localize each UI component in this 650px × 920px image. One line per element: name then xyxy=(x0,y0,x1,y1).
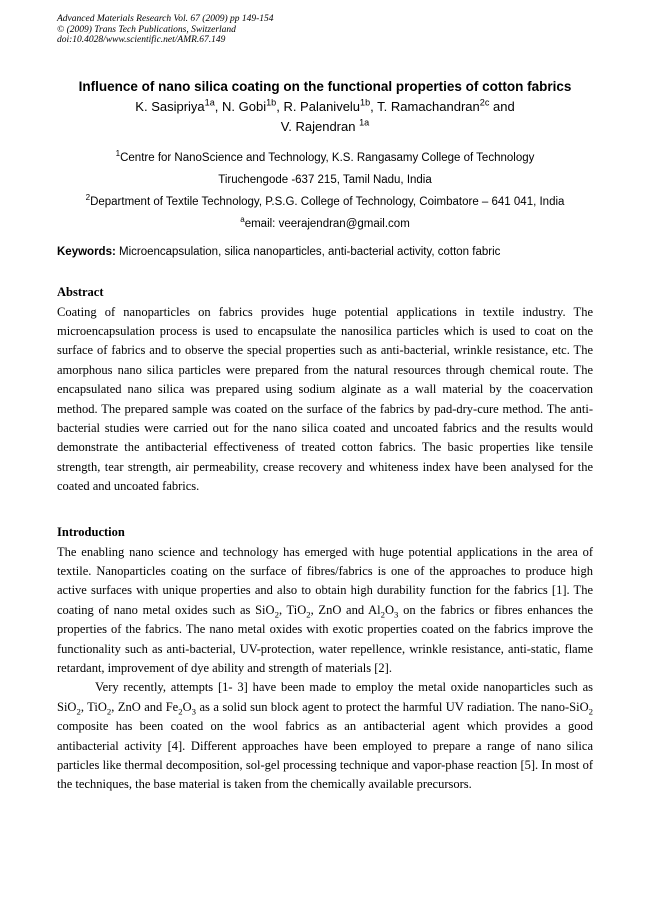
affiliations-block xyxy=(57,147,593,235)
keywords-text: Microencapsulation, silica nanoparticles, anti-bacterial activity, cotton fabric xyxy=(115,245,501,258)
abstract-heading: Abstract xyxy=(57,284,104,299)
introduction-paragraph-1: The enabling nano science and technology has emerged with huge potential applications in the area of textile. Nanoparticles coating on the surface of fibres/fabrics is one of the approaches to produce high active surfaces with unique properties and also to obtain high durability function for the fabrics [1]. The coating of nano metal oxides such as SiO$_2$, TiO$_2$, ZnO and $Al_2O_3$ on the fabrics or fibres enhances the properties of the fabrics. The nano metal oxides with exotic properties coated on the fabrics improve the functionality such as anti-bacterial, UV-protection, water repellence, wrinkle resistance, anti-static, flame retardant, improvement of dye ability and strength of materials [2]. xyxy=(57,544,593,675)
abstract-body: Coating of nanoparticles on fabrics provides huge potential applications in textile industry. The microencapsulation process is used to encapsulate the nanosilica particles which is used to coat on the surface of fabrics and to observe the special properties such as anti-bacterial, wrinkle resistance, etc. The amorphous nano silica particles were prepared from the natural resources through chemical route. The encapsulated nano silica was prepared using sodium alginate as a wall material by the coacervation method. The prepared sample was coated on the surface of the fabrics by pad-dry-cure method. The anti-bacterial studies were carried out for the nano silica coated and uncoated fabrics and the results would demonstrate the antibacterial effectiveness of treated cotton fabrics. The basic properties like tensile strength, tear strength, air permeability, crease recovery and whiteness index have been analysed for the coated and uncoated fabrics. xyxy=(57,304,593,494)
authors-line-1: K. Sasipriya$^{1a}$, N. Gobi$^{1b}$, R. Palanivelu$^{1b}$, T. Ramachandran$^{2c}$ and xyxy=(135,97,515,114)
affiliation-2: $^2$Department of Textile Technology, P.S.G. College of Technology, Coimbatore – 641 041, India xyxy=(85,192,565,208)
affiliation-1-line-1: $^1$Centre for NanoScience and Technology, K.S. Rangasamy College of Technology xyxy=(115,148,535,164)
introduction-paragraph-2: Very recently, attempts [1- 3] have been made to employ the metal oxide nanoparticles such as SiO$_2$, TiO$_2$, ZnO and $Fe_2O_3$ as a solid sun block agent to protect the harmful UV radiation. The nano-SiO$_2$ composite has been coated on the wool fabrics as an antibacterial agent which provides a good antibacterial activity [4]. Different approaches have been employed to prepare a range of nano silica particles like thermal decomposition, sol-gel processing technique and vapor-phase reaction [5]. In most of the techniques, the base material is taken from the chemically available precursors. xyxy=(57,680,593,792)
email-line: $^a$email: veerajendran@gmail.com xyxy=(240,214,410,230)
copyright-line: © (2009) Trans Tech Publications, Switzerland xyxy=(57,24,236,35)
keywords-label: Keywords: xyxy=(57,245,116,258)
publication-header xyxy=(57,14,593,46)
authors-line-2: V. Rajendran $^{1a}$ xyxy=(280,117,370,134)
introduction-heading: Introduction xyxy=(57,524,125,539)
doi-line: doi:10.4028/www.scientific.net/AMR.67.149 xyxy=(57,35,226,45)
affiliation-1-line-2: Tiruchengode -637 215, Tamil Nadu, India xyxy=(218,173,432,186)
journal-citation-line: Advanced Materials Research Vol. 67 (2009) pp 149-154 xyxy=(57,14,274,24)
keywords-line xyxy=(57,243,593,261)
paper-title: Influence of nano silica coating on the functional properties of cotton fabrics xyxy=(78,78,572,94)
